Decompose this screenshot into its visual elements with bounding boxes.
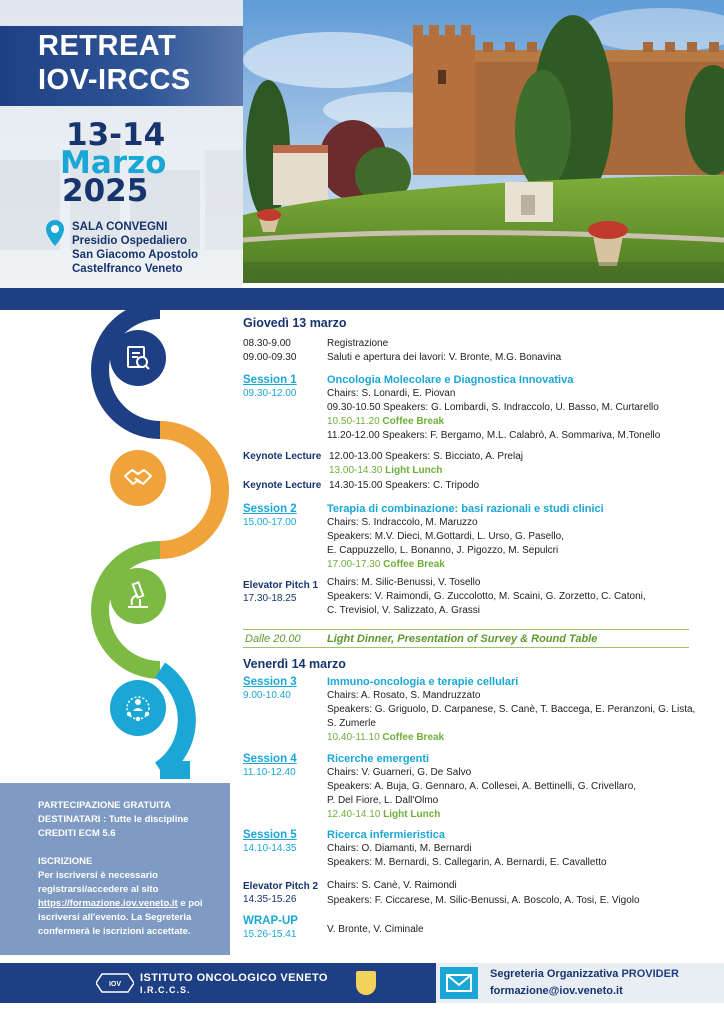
registration-time: 08.30-9.00 xyxy=(243,338,291,349)
session3-label: Session 3 xyxy=(243,676,297,688)
session1-time: 09.30-12.00 xyxy=(243,388,297,399)
session5-time: 14.10-14.35 xyxy=(243,843,297,854)
free-participation: PARTECIPAZIONE GRATUITA xyxy=(38,800,171,811)
target-audience: DESTINATARI : Tutte le discipline xyxy=(38,814,189,825)
lunch-break-2: 12.40-14.10 Light Lunch xyxy=(327,809,441,820)
footer-org xyxy=(0,963,434,1003)
bottom-margin xyxy=(0,1003,724,1024)
elevator1-label: Elevator Pitch 1 xyxy=(243,580,319,591)
event-dates: 13-14 xyxy=(66,117,166,153)
secretary-label: Segreteria Organizzativa PROVIDER xyxy=(490,968,679,980)
registration-info-box xyxy=(0,783,230,955)
title-band xyxy=(0,26,243,106)
logo-text: IOV xyxy=(108,981,122,988)
session1-chairs: Chairs: S. Lonardi, E. Piovan xyxy=(327,388,456,399)
session5-chairs: Chairs: O. Diamanti, M. Bernardi xyxy=(327,843,472,854)
coffee-break-3: 10.40-11.10 Coffee Break xyxy=(327,732,445,743)
session2-time: 15.00-17.00 xyxy=(243,517,297,528)
registration-text-3: https://formazione.iov.veneto.it e poi xyxy=(38,898,203,909)
dinner-divider-top xyxy=(243,629,689,630)
document-search-icon xyxy=(110,330,166,386)
iov-logo-icon xyxy=(96,972,134,994)
mail-icon xyxy=(440,967,478,999)
registration-text-5: confermerà le iscrizioni accettate. xyxy=(38,926,191,937)
session2-chairs: Chairs: S. Indraccolo, M. Maruzzo xyxy=(327,517,478,528)
coffee-break-1: 10.50-11.20 Coffee Break xyxy=(327,416,445,427)
welcome-time: 09.00-09.30 xyxy=(243,352,297,363)
session2-speakers: Speakers: M.V. Dieci, M.Gottardi, L. Urso, G. Pasello, xyxy=(327,531,564,542)
session5-label: Session 5 xyxy=(243,829,297,841)
session1-label: Session 1 xyxy=(243,374,297,386)
keynote2-text: 14.30-15.00 Speakers: C. Tripodo xyxy=(329,480,480,491)
footer-contact xyxy=(436,963,724,1003)
session4-label: Session 4 xyxy=(243,753,297,765)
keynote1-text: 12.00-13.00 Speakers: S. Bicciato, A. Prelaj xyxy=(329,451,523,462)
elevator1-chairs: Chairs: M. Silic-Benussi, V. Tosello xyxy=(327,577,481,588)
session4-speakers-cont: P. Del Fiore, L. Dall'Olmo xyxy=(327,795,439,806)
session1-speakers-2: 11.20-12.00 Speakers: F. Bergamo, M.L. Calabrò, A. Sommariva, M.Tonello xyxy=(327,430,661,441)
session4-chairs: Chairs: V. Guarneri, G. De Salvo xyxy=(327,767,472,778)
dinner-time: Dalle 20.00 xyxy=(245,633,301,645)
lunch-break-1: 13.00-14.30 Light Lunch xyxy=(329,465,443,476)
session4-speakers: Speakers: A. Buja, G. Gennaro, A. Collesei, A. Bettinelli, G. Crivellaro, xyxy=(327,781,637,792)
session3-chairs: Chairs: A. Rosato, S. Mandruzzato xyxy=(327,690,481,701)
elevator1-speakers: Speakers: V. Raimondi, G. Zuccolotto, M. Scaini, G. Zorzetto, C. Catoni, xyxy=(327,591,646,602)
network-people-icon xyxy=(110,680,166,736)
ecm-credits: CREDITI ECM 5.6 xyxy=(38,828,116,839)
wrapup-label: WRAP-UP xyxy=(243,915,298,927)
location-pin-icon xyxy=(46,220,64,251)
registration-heading: ISCRIZIONE xyxy=(38,856,93,867)
handshake-icon xyxy=(110,450,166,506)
registration-link[interactable]: https://formazione.iov.veneto.it xyxy=(38,898,178,909)
venue-hospital: Presidio Ospedaliero xyxy=(72,235,188,247)
elevator2-chairs: Chairs: S. Canè, V. Raimondi xyxy=(327,880,457,891)
session5-speakers: Speakers: M. Bernardi, S. Callegarin, A. Bernardi, E. Cavalletto xyxy=(327,857,607,868)
dinner-divider-bottom xyxy=(243,647,689,648)
event-title-line-1: RETREAT xyxy=(38,30,177,62)
wrapup-time: 15.26-15.41 xyxy=(243,929,297,940)
keynote2-label: Keynote Lecture xyxy=(243,480,322,491)
session1-title: Oncologia Molecolare e Diagnostica Innovativa xyxy=(327,374,574,386)
timeline-graphic xyxy=(40,300,240,780)
castle-photo xyxy=(243,0,724,283)
keynote1-label: Keynote Lecture xyxy=(243,451,322,462)
session4-title: Ricerche emergenti xyxy=(327,753,430,765)
event-year: 2025 xyxy=(62,173,149,209)
day2-heading: Venerdì 14 marzo xyxy=(243,657,346,671)
registration-text-1: Per iscriversi è necessario xyxy=(38,870,158,881)
wrapup-text: V. Bronte, V. Ciminale xyxy=(327,924,424,935)
dinner-text: Light Dinner, Presentation of Survey & Round Table xyxy=(327,633,598,645)
elevator2-label: Elevator Pitch 2 xyxy=(243,881,319,892)
elevator2-time: 14.35-15.26 xyxy=(243,894,297,905)
venue-name: San Giacomo Apostolo xyxy=(72,249,199,261)
registration-text: Registrazione xyxy=(327,338,389,349)
footer xyxy=(0,963,724,1003)
session3-time: 9.00-10.40 xyxy=(243,690,291,701)
session1-speakers: 09.30-10.50 Speakers: G. Lombardi, S. Indraccolo, U. Basso, M. Curtarello xyxy=(327,402,659,413)
registration-text-2: registrarsi/accedere al sito xyxy=(38,884,159,895)
elevator1-speakers-cont: C. Trevisiol, V. Salizzato, A. Grassi xyxy=(327,605,481,616)
org-name: ISTITUTO ONCOLOGICO VENETO xyxy=(140,972,328,984)
elevator2-speakers: Speakers: F. Ciccarese, M. Silic-Benussi, A. Boscolo, A. Tosi, E. Vigolo xyxy=(327,895,640,906)
session5-title: Ricerca infermieristica xyxy=(327,829,446,841)
coffee-break-2: 17.00-17.30 Coffee Break xyxy=(327,559,445,570)
day1-heading: Giovedì 13 marzo xyxy=(243,316,347,330)
region-crest-icon xyxy=(356,971,376,995)
event-title-line-2: IOV-IRCCS xyxy=(38,64,191,96)
session3-speakers: Speakers: G. Griguolo, D. Carpanese, S. Canè, T. Baccega, E. Peranzoni, G. Lista, xyxy=(327,704,696,715)
elevator1-time: 17.30-18.25 xyxy=(243,593,297,604)
session3-title: Immuno-oncologia e terapie cellulari xyxy=(327,676,519,688)
header xyxy=(0,0,724,290)
org-type: I.R.C.C.S. xyxy=(140,985,191,995)
session2-title: Terapia di combinazione: basi razionali e studi clinici xyxy=(327,503,604,515)
venue-city: Castelfranco Veneto xyxy=(72,263,183,275)
session2-speakers-cont: E. Cappuzzello, L. Bonanno, J. Pigozzo, M. Sepulcri xyxy=(327,545,559,556)
session2-label: Session 2 xyxy=(243,503,297,515)
registration-text-4: iscriversi all'evento. La Segreteria xyxy=(38,912,192,923)
microscope-icon xyxy=(110,568,166,624)
session3-speakers-cont: S. Zumerle xyxy=(327,718,376,729)
event-month: Marzo xyxy=(60,145,167,181)
welcome-text: Saluti e apertura dei lavori: V. Bronte, M.G. Bonavina xyxy=(327,352,562,363)
session4-time: 11.10-12.40 xyxy=(243,767,296,778)
contact-email[interactable]: formazione@iov.veneto.it xyxy=(490,985,623,997)
venue-hall: SALA CONVEGNI xyxy=(72,221,168,233)
